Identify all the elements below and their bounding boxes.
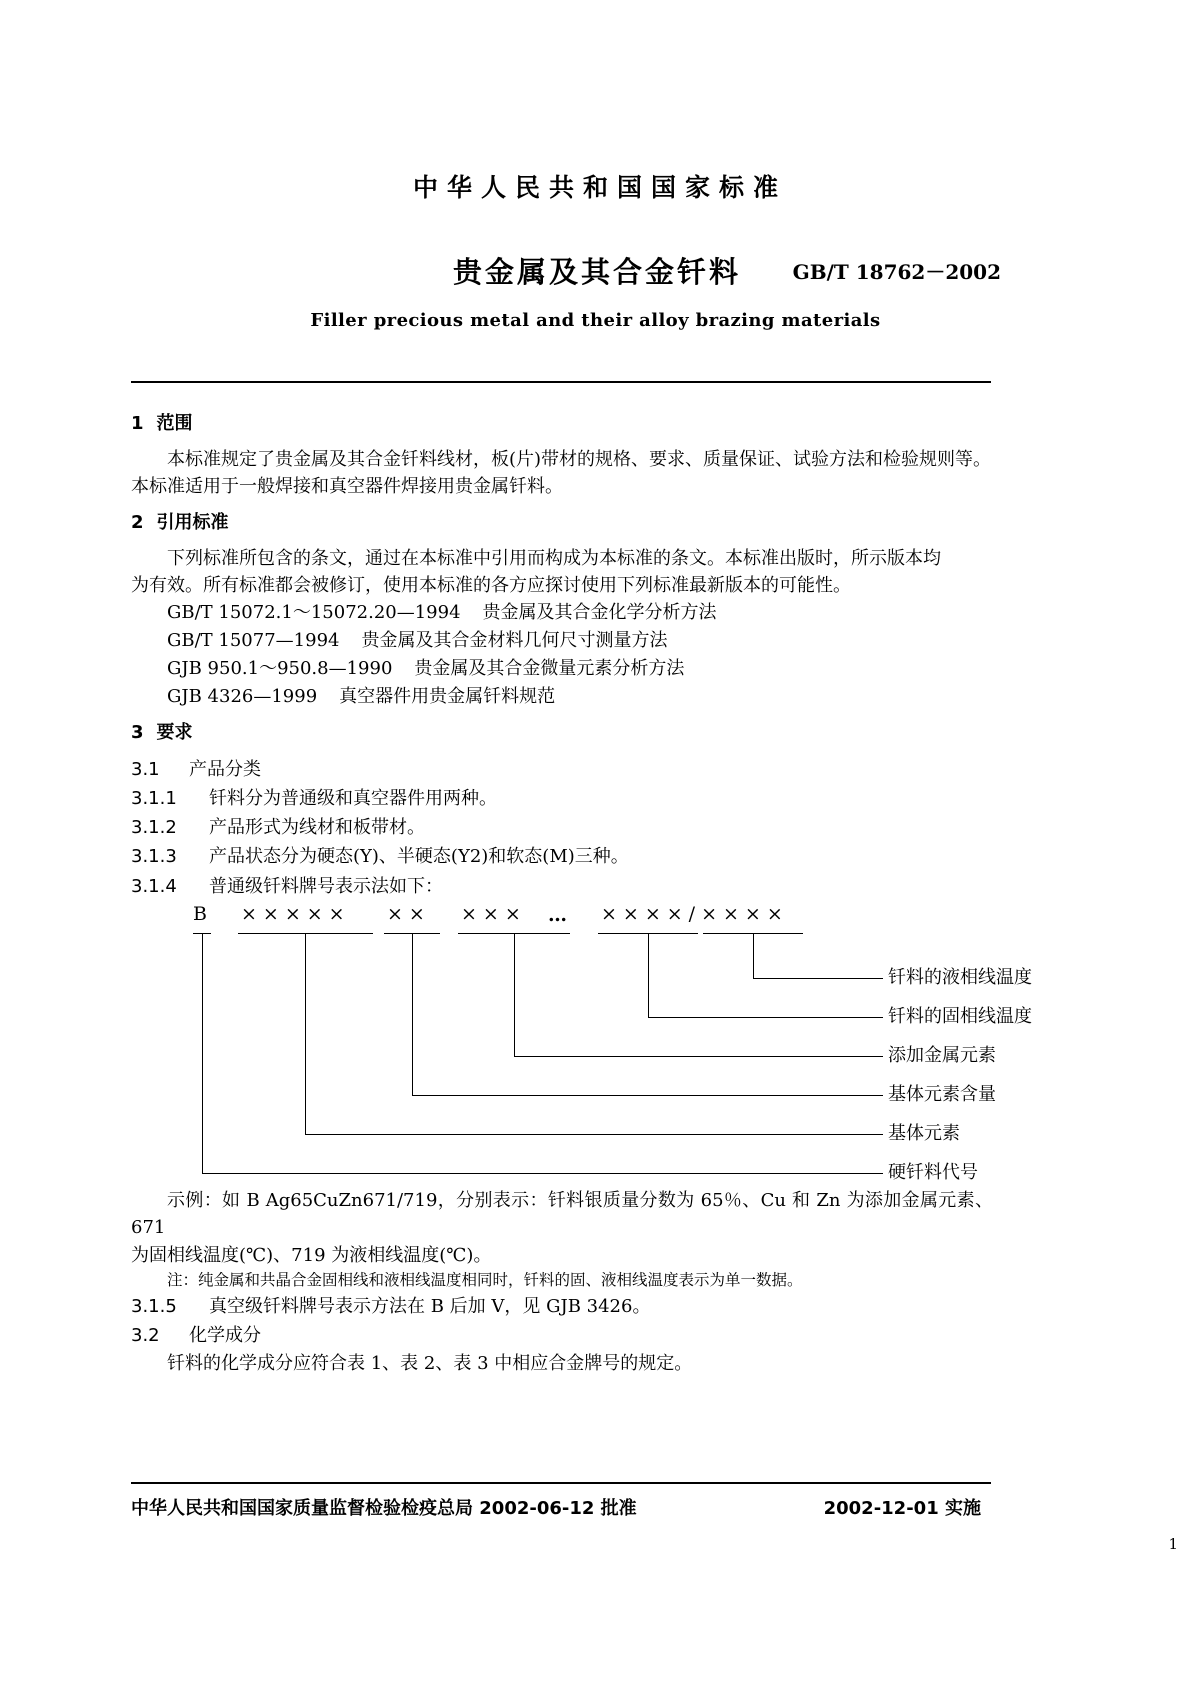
reference-name: 贵金属及其合金微量元素分析方法 xyxy=(414,658,685,680)
designation-ellipsis: … xyxy=(548,903,568,926)
reference-name: 贵金属及其合金化学分析方法 xyxy=(482,602,717,624)
reference-item xyxy=(131,655,993,683)
label-added-metal-elements: 添加金属元素 xyxy=(888,1044,996,1066)
label-liquidus-temperature: 钎料的液相线温度 xyxy=(888,966,1032,988)
designation-group-base-element: ××××× xyxy=(241,902,351,925)
clause-3-2-title: 化学成分 xyxy=(189,1325,261,1347)
clause-3-1-2-number: 3.1.2 xyxy=(131,817,177,839)
example-note: 注：纯金属和共晶合金固相线和液相线温度相同时，钎料的固、液相线温度表示为单一数据。 xyxy=(167,1270,803,1289)
designation-group-base-content: ×× xyxy=(387,902,431,925)
leader-liquidus-horizontal xyxy=(753,978,883,979)
leader-base-content-horizontal xyxy=(412,1095,883,1096)
clause-3-1-4 xyxy=(131,872,993,901)
standard-number: GB/T 18762－2002 xyxy=(792,260,1001,284)
reference-code: GJB 4326—1999 xyxy=(167,686,318,708)
page-number: 1 xyxy=(1168,1535,1178,1553)
english-title: Filler precious metal and their alloy brazing materials xyxy=(310,310,881,331)
label-base-element: 基体元素 xyxy=(888,1122,960,1144)
clause-3-2-number: 3.2 xyxy=(131,1325,160,1347)
leader-added-elements-vertical xyxy=(514,933,515,1056)
leader-base-element-vertical xyxy=(305,933,306,1134)
reference-code: GB/T 15072.1～15072.20—1994 xyxy=(167,602,461,624)
national-standard-header: 中华人民共和国国家标准 xyxy=(412,173,787,202)
section-2-heading xyxy=(131,511,993,533)
label-brazing-filler-code: 硬钎料代号 xyxy=(888,1161,978,1183)
document-body xyxy=(131,413,1032,1378)
section-3-title: 要求 xyxy=(156,722,193,743)
clause-3-1-1-number: 3.1.1 xyxy=(131,788,177,810)
example-line-2: 为固相线温度(℃)、719 为液相线温度(℃)。 xyxy=(131,1244,492,1266)
section-3-heading xyxy=(131,724,993,742)
footer-approval-text: 中华人民共和国国家质量监督检验检疫总局 2002‑06‑12 批准 xyxy=(131,1498,637,1519)
reference-name: 真空器件用贵金属钎料规范 xyxy=(339,686,556,708)
designation-group-added-elements: ××× xyxy=(461,902,527,925)
label-base-element-content: 基体元素含量 xyxy=(888,1083,996,1105)
reference-item xyxy=(131,599,993,627)
clause-3-1-1 xyxy=(131,784,993,813)
leader-solidus-vertical xyxy=(648,933,649,1017)
designation-scheme-diagram xyxy=(131,902,1032,1187)
leader-base-element-horizontal xyxy=(305,1134,883,1135)
page-footer xyxy=(131,1494,991,1524)
section-1-number: 1 xyxy=(131,413,144,434)
reference-item xyxy=(131,627,993,655)
clause-3-1-5 xyxy=(131,1292,993,1321)
label-solidus-temperature: 钎料的固相线温度 xyxy=(888,1005,1032,1027)
section-1-paragraph-1: 本标准规定了贵金属及其合金钎料线材，板(片)带材的规格、要求、质量保证、试验方法和检验规则等。 xyxy=(167,449,992,470)
page-title: 贵金属及其合金钎料 xyxy=(452,255,741,289)
section-1-title: 范围 xyxy=(156,413,193,434)
clause-3-1-1-text: 钎料分为普通级和真空器件用两种。 xyxy=(209,788,497,810)
clause-3-2 xyxy=(131,1321,993,1350)
header-divider xyxy=(131,381,991,383)
section-2-paragraph-2: 为有效。所有标准都会被修订，使用本标准的各方应探讨使用下列标准最新版本的可能性。 xyxy=(131,575,851,597)
clause-3-1-4-number: 3.1.4 xyxy=(131,875,177,897)
clause-3-1-4-text: 普通级钎料牌号表示法如下： xyxy=(209,875,443,897)
clause-3-1-5-number: 3.1.5 xyxy=(131,1296,177,1318)
section-1-paragraph-2: 本标准适用于一般焊接和真空器件焊接用贵金属钎料。 xyxy=(131,476,563,498)
example-line-1: 示例：如 B Ag65CuZn671/719，分别表示：钎料银质量分数为 65％、Cu 和 Zn 为添加金属元素、671 xyxy=(131,1189,993,1239)
footer-effective-date: 2002‑12‑01 实施 xyxy=(823,1498,981,1519)
leader-filler-code-horizontal xyxy=(202,1173,883,1174)
section-2-number: 2 xyxy=(131,511,144,533)
leader-added-elements-horizontal xyxy=(514,1056,883,1057)
section-2-title: 引用标准 xyxy=(156,511,229,533)
designation-prefix: B xyxy=(193,902,207,925)
leader-liquidus-vertical xyxy=(753,933,754,978)
footer-divider xyxy=(131,1482,991,1484)
section-2-paragraph-1: 下列标准所包含的条文，通过在本标准中引用而构成为本标准的条文。本标准出版时，所示版本均 xyxy=(167,547,941,569)
clause-3-1-3 xyxy=(131,842,993,871)
designation-group-temperatures: ××××/×××× xyxy=(601,902,789,925)
section-3-number: 3 xyxy=(131,722,144,743)
clause-3-1-title: 产品分类 xyxy=(189,759,261,780)
clause-3-1-5-text: 真空级钎料牌号表示方法在 B 后加 V，见 GJB 3426。 xyxy=(209,1296,651,1318)
section-1-heading xyxy=(131,415,993,433)
leader-filler-code-vertical xyxy=(202,933,203,1173)
clause-3-1-2 xyxy=(131,813,993,842)
clause-3-2-paragraph: 钎料的化学成分应符合表 1、表 2、表 3 中相应合金牌号的规定。 xyxy=(167,1353,693,1375)
leader-solidus-horizontal xyxy=(648,1017,883,1018)
clause-3-1-3-number: 3.1.3 xyxy=(131,846,177,868)
reference-code: GB/T 15077—1994 xyxy=(167,630,340,652)
reference-code: GJB 950.1～950.8—1990 xyxy=(167,658,393,680)
clause-3-1 xyxy=(131,755,993,784)
reference-item xyxy=(131,683,993,711)
clause-3-1-3-text: 产品状态分为硬态(Y)、半硬态(Y2)和软态(M)三种。 xyxy=(209,846,629,868)
leader-base-content-vertical xyxy=(412,933,413,1095)
title-row xyxy=(0,250,1191,290)
clause-3-1-number: 3.1 xyxy=(131,759,160,780)
reference-name: 贵金属及其合金材料几何尺寸测量方法 xyxy=(361,630,668,652)
clause-3-1-2-text: 产品形式为线材和板带材。 xyxy=(209,817,425,839)
